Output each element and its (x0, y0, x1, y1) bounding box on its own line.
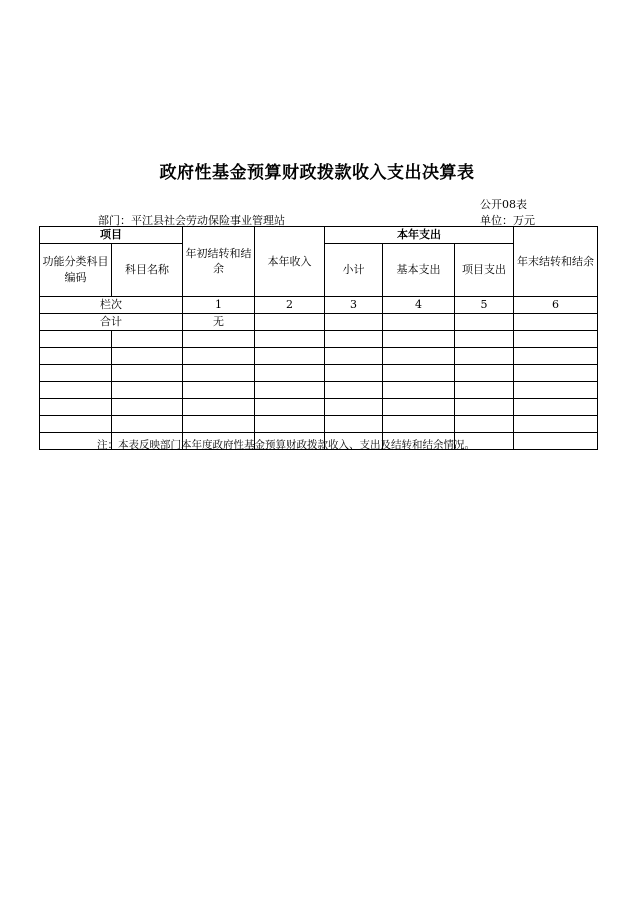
column-index-5: 5 (455, 296, 514, 313)
table-row (40, 330, 598, 347)
column-index-4: 4 (383, 296, 455, 313)
total-row (40, 313, 598, 330)
page-title: 政府性基金预算财政拨款收入支出决算表 (159, 163, 475, 183)
column-index-2: 2 (255, 296, 325, 313)
header-subject-name: 科目名称 (112, 243, 183, 296)
form-number: 公开08表 (480, 198, 527, 211)
header-func-code: 功能分类科目编码 (40, 243, 112, 296)
total-label: 合计 (40, 313, 183, 330)
header-income: 本年收入 (255, 227, 325, 297)
table-row (40, 347, 598, 364)
header-expense: 本年支出 (325, 227, 514, 244)
header-basic-expense: 基本支出 (383, 243, 455, 296)
header-row-1 (40, 227, 598, 244)
table-row (40, 364, 598, 381)
header-project: 项目 (40, 227, 183, 244)
department-label: 部门：平江县社会劳动保险事业管理站 (98, 214, 285, 227)
header-end-balance: 年末结转和结余 (514, 227, 598, 297)
table-row (40, 398, 598, 415)
unit-label: 单位：万元 (480, 214, 535, 227)
budget-table (39, 226, 598, 450)
total-end-balance (514, 313, 598, 330)
footnote: 注：本表反映部门本年度政府性基金预算财政拨款收入、支出及结转和结余情况。 (97, 439, 475, 451)
total-subtotal (325, 313, 383, 330)
column-index-6: 6 (514, 296, 598, 313)
header-project-expense: 项目支出 (455, 243, 514, 296)
column-index-3: 3 (325, 296, 383, 313)
header-subtotal: 小计 (325, 243, 383, 296)
table-row (40, 381, 598, 398)
column-index-row (40, 296, 598, 313)
table-row (40, 415, 598, 432)
header-begin-balance: 年初结转和结余 (183, 227, 255, 297)
total-basic-expense (383, 313, 455, 330)
column-index-1: 1 (183, 296, 255, 313)
total-begin-balance: 无 (183, 313, 255, 330)
column-index-label: 栏次 (40, 296, 183, 313)
total-income (255, 313, 325, 330)
total-project-expense (455, 313, 514, 330)
